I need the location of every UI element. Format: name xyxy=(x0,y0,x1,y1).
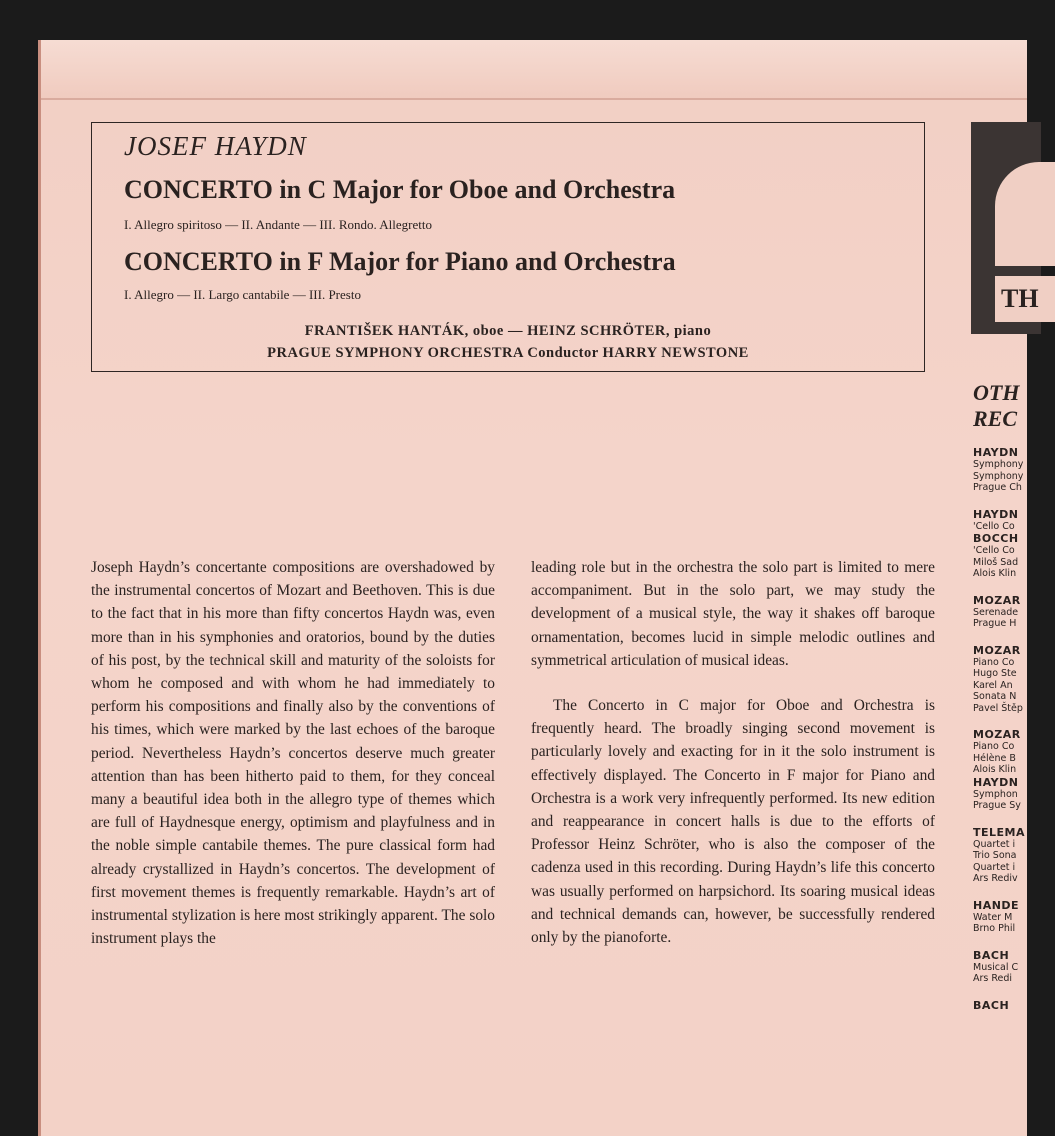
recording-item xyxy=(973,594,1033,630)
sleeve-flap xyxy=(41,40,1027,100)
recording-detail: Musical C xyxy=(973,961,1019,973)
recording-detail: Serenade xyxy=(973,606,1019,618)
logo-arch-icon xyxy=(995,162,1055,266)
heading-line: OTH xyxy=(973,380,1020,405)
record-sleeve xyxy=(38,40,1039,1136)
recording-composer: HAYDN xyxy=(973,446,1019,459)
performers-soloists: FRANTIŠEK HANTÁK, oboe — HEINZ SCHRÖTER, piano xyxy=(304,323,712,339)
recording-detail: Alois Klin xyxy=(973,764,1017,775)
recording-detail: Karel An xyxy=(973,679,1013,691)
recording-detail: Symphon xyxy=(973,788,1018,800)
recording-item xyxy=(973,728,1033,812)
recording-composer: BACH xyxy=(973,948,1010,962)
title-box xyxy=(91,122,925,372)
label-logo xyxy=(971,122,1041,334)
recording-detail: Prague H xyxy=(973,618,1017,629)
recording-detail: Quartet i xyxy=(973,861,1016,873)
recording-item xyxy=(973,826,1033,885)
performers-orchestra: PRAGUE SYMPHONY ORCHESTRA Conductor HARRY NEWSTONE xyxy=(267,345,749,361)
recording-composer: MOZAR xyxy=(973,643,1021,657)
recording-detail: Alois Klin xyxy=(973,568,1017,579)
other-recordings-list xyxy=(973,446,1033,1026)
recording-item xyxy=(973,644,1033,715)
recording-detail: Piano Co xyxy=(973,741,1015,752)
recording-item xyxy=(973,949,1033,985)
recording-detail: Trio Sona xyxy=(973,850,1017,861)
recording-composer: BACH xyxy=(973,998,1010,1012)
movements-oboe-concerto: I. Allegro spiritoso — II. Andante — III. Rondo. Allegretto xyxy=(124,217,432,232)
recording-composer: MOZAR xyxy=(973,728,1021,741)
recording-detail: Ars Rediv xyxy=(973,873,1018,884)
recording-detail: Brno Phil xyxy=(973,923,1016,934)
liner-notes-column-1 xyxy=(91,556,495,972)
recording-composer: BOCCH xyxy=(973,532,1019,545)
heading-line: REC xyxy=(973,406,1018,431)
recording-detail: Quartet i xyxy=(973,838,1016,850)
recording-detail: Prague Ch xyxy=(973,482,1022,493)
other-recordings-heading xyxy=(973,380,1019,432)
recording-detail: Ars Redi xyxy=(973,973,1013,984)
recording-detail: Pavel Štěp xyxy=(973,702,1023,714)
recording-detail: Miloš Sad xyxy=(973,556,1019,568)
recording-detail: Prague Sy xyxy=(973,800,1021,811)
recording-composer: HAYDN xyxy=(973,507,1019,521)
liner-notes-paragraph: Joseph Haydn’s concertante compositions are overshadowed by the instrumental concertos of Mozart and Beethoven. This is due to the fact that in his more than fifty concertos Haydn was, even more than in his symphonies and oratorios, bound by the duties of his post, by the technical skill and maturity of the soloists for whom he composed and with whom he had immediately to perform his compositions and finally also by the conventions of his times, which were marked by the last echoes of the baroque period. Nevertheless Haydn’s concertos deserve much greater attention than has been hitherto paid to them, for they conceal many a beautiful idea both in the allegro type of themes which are full of Haydnesque energy, optimism and playfulness and in the noble simple cantabile themes. The pure classical form had already crystallized in Haydn’s concertos. The development of first movement themes is frequently remarkable. Haydn’s art of instrumental stylization is here most strikingly apparent. The solo instrument plays the xyxy=(91,559,495,948)
recording-item xyxy=(973,508,1033,580)
liner-notes-paragraph: The Concerto in C major for Oboe and Orchestra is frequently heard. The broadly singing second movement is particularly lovely and exacting for in it the solo instrument is effectively displayed. The Concerto in F major for Piano and Orchestra is a work very infrequently performed. Its new edition and reappearance in concert halls is due to the efforts of Professor Heinz Schröter, who is also the composer of the cadenza used in this recording. During Haydn’s life this concerto was usually performed on harpsichord. Its soaring musical ideas and technical demands can, however, be successfully rendered only by the pianoforte. xyxy=(531,697,935,947)
recording-detail: 'Cello Co xyxy=(973,545,1015,556)
recording-composer: TELEMA xyxy=(973,825,1026,839)
liner-notes-column-2 xyxy=(531,556,935,971)
recording-item xyxy=(973,446,1033,494)
recording-item xyxy=(973,899,1033,935)
recording-detail: Hélène B xyxy=(973,752,1016,764)
recording-detail: Piano Co xyxy=(973,656,1015,668)
recording-composer: MOZAR xyxy=(973,593,1021,607)
recording-composer: HAYDN xyxy=(973,775,1019,789)
recording-detail: Sonata N xyxy=(973,691,1017,702)
work-title-oboe-concerto: CONCERTO in C Major for Oboe and Orchestra xyxy=(124,175,676,204)
recording-detail: Symphony xyxy=(973,459,1024,470)
liner-notes-paragraph: leading role but in the orchestra the solo part is limited to mere accompaniment. But in the solo part, we may study the development of a musical style, the way it shakes off baroque ornamentation, becomes lucid in simple melodic outlines and symmetrical articulation of musical ideas. xyxy=(531,559,935,669)
recording-composer: HANDE xyxy=(973,898,1020,912)
recording-detail: Hugo Ste xyxy=(973,668,1017,679)
recording-detail: 'Cello Co xyxy=(973,520,1015,532)
movements-piano-concerto: I. Allegro — II. Largo cantabile — III. Presto xyxy=(124,287,361,302)
work-title-piano-concerto: CONCERTO in F Major for Piano and Orchestra xyxy=(124,247,676,276)
recording-detail: Water M xyxy=(973,911,1013,923)
logo-text: TH xyxy=(995,276,1055,322)
recording-detail: Symphony xyxy=(973,470,1024,482)
recording-item xyxy=(973,999,1033,1012)
composer-name: JOSEF HAYDN xyxy=(124,131,307,161)
